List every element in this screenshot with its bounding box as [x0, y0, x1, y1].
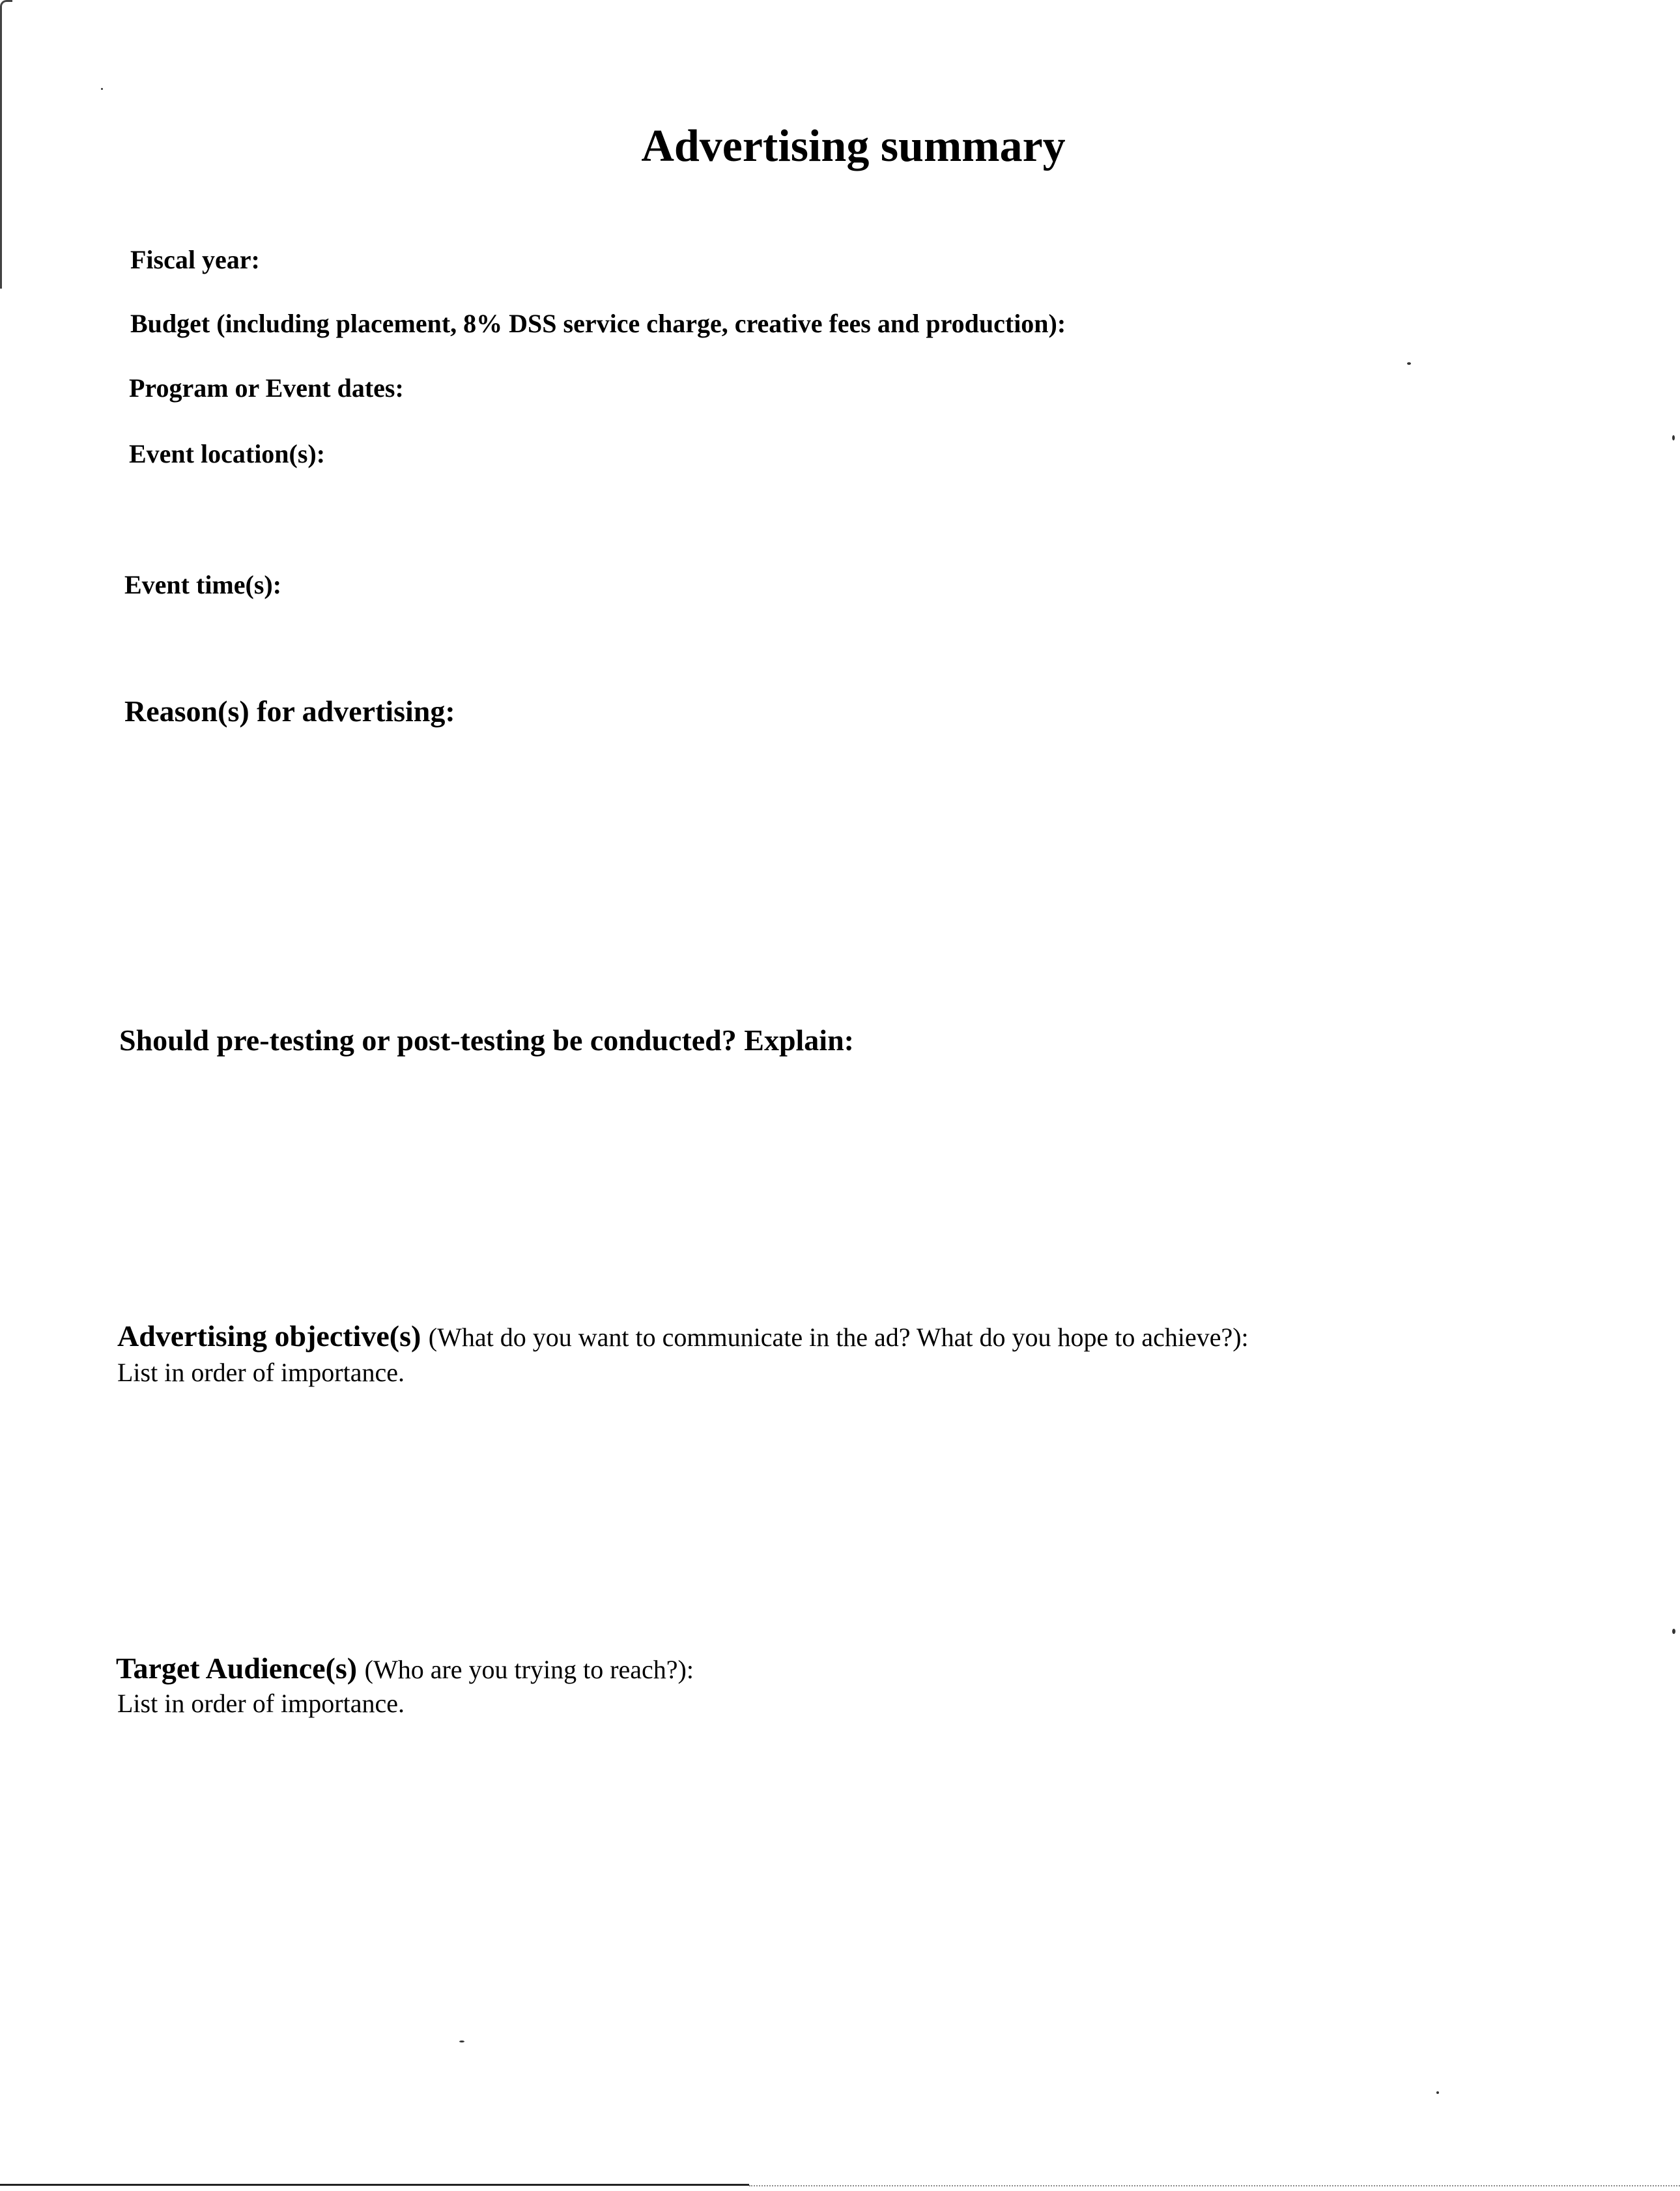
scan-speck — [1672, 1629, 1675, 1634]
scan-speck — [1436, 2091, 1439, 2094]
testing-heading: Should pre-testing or post-testing be conducted? Explain: — [119, 1024, 854, 1057]
event-times-label: Event time(s): — [124, 570, 282, 599]
scan-edge-bottom — [0, 2184, 749, 2186]
objectives-note: (What do you want to communicate in the ad? What do you hope to achieve?): — [428, 1323, 1249, 1352]
event-locations-label: Event location(s): — [129, 439, 326, 468]
audience-note: (Who are you trying to reach?): — [364, 1655, 694, 1684]
audience-heading-text: Target Audience(s) — [116, 1652, 358, 1685]
audience-subline: List in order of importance. — [117, 1689, 405, 1718]
audience-heading — [116, 1651, 694, 1685]
scan-speck — [1672, 435, 1675, 440]
objectives-subline: List in order of importance. — [117, 1358, 405, 1387]
program-dates-label: Program or Event dates: — [129, 373, 404, 403]
objectives-heading-text: Advertising objective(s) — [117, 1319, 421, 1353]
fiscal-year-label: Fiscal year: — [130, 245, 260, 274]
reasons-heading: Reason(s) for advertising: — [124, 695, 455, 728]
page-title: Advertising summary — [641, 121, 1066, 171]
scan-speck — [101, 88, 103, 90]
scan-edge-bottom-dotted — [749, 2185, 1680, 2186]
scan-speck — [459, 2041, 464, 2042]
budget-label: Budget (including placement, 8% DSS service charge, creative fees and production): — [130, 309, 1066, 338]
objectives-heading — [117, 1319, 1249, 1353]
scan-speck — [1407, 362, 1411, 365]
